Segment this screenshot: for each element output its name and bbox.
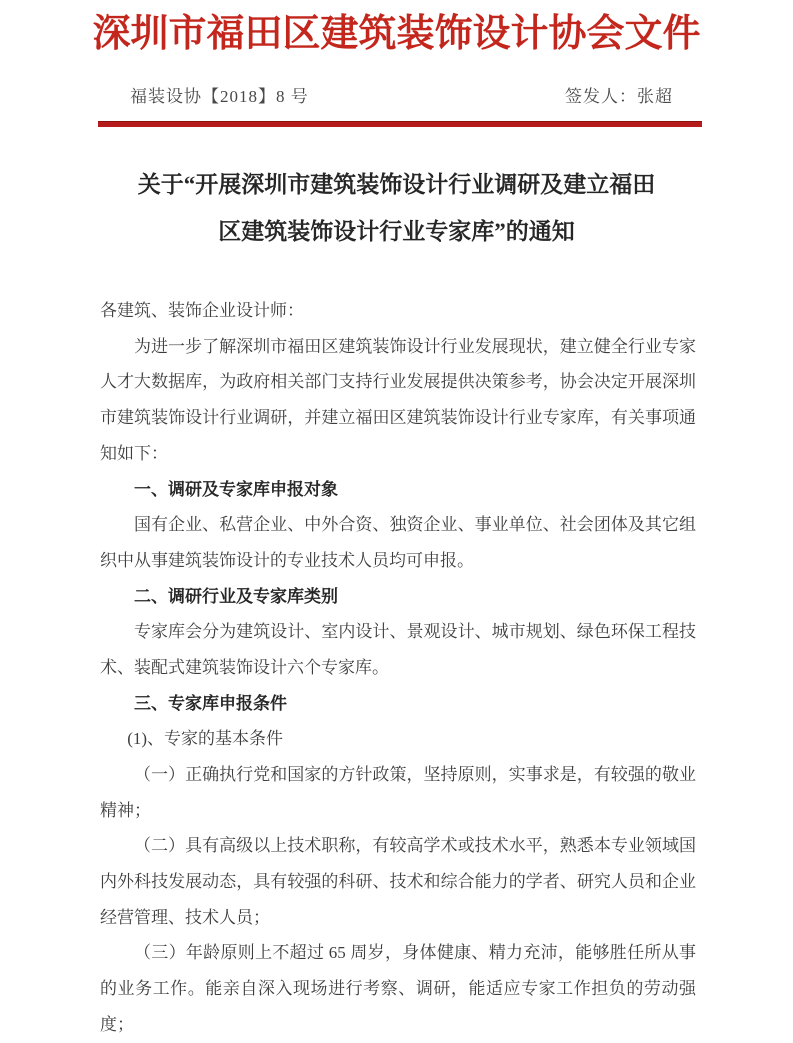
doc-meta-row xyxy=(130,82,673,107)
paragraph-section-1: 国有企业、私营企业、中外合资、独资企业、事业单位、社会团体及其它组织中从事建筑装饰设计的专业技术人员均可申报。 xyxy=(100,515,696,570)
condition-item-2: （二）具有高级以上技术职称，有较高学术或技术水平，熟悉本专业领域国内外科技发展动态，具有较强的科研、技术和综合能力的学者、研究人员和企业经营管理、技术人员； xyxy=(100,836,696,927)
issuer-name: 签发人：张超 xyxy=(565,86,673,106)
paragraph-section-2: 专家库会分为建筑设计、室内设计、景观设计、城市规划、绿色环保工程技术、装配式建筑装饰设计六个专家库。 xyxy=(100,622,696,677)
condition-item-3: （三）年龄原则上不超过 65 周岁，身体健康、精力充沛，能够胜任所从事的业务工作。能亲自深入现场进行考察、调研，能适应专家工作担负的劳动强度； xyxy=(100,943,696,1034)
section-heading-1: 一、调研及专家库申报对象 xyxy=(134,479,338,499)
section-heading-2: 二、调研行业及专家库类别 xyxy=(134,586,338,606)
document-body xyxy=(100,293,696,1042)
document-title-line2: 区建筑装饰设计行业专家库”的通知 xyxy=(218,218,575,244)
salutation: 各建筑、装饰企业设计师： xyxy=(100,301,304,321)
document-title-line1: 关于“开展深圳市建筑装饰设计行业调研及建立福田 xyxy=(137,171,656,197)
section-heading-3: 三、专家库申报条件 xyxy=(134,693,287,713)
official-document-page xyxy=(0,13,793,1034)
condition-item-1: （一）正确执行党和国家的方针政策，坚持原则，实事求是，有较强的敬业精神； xyxy=(100,765,696,820)
org-header-title: 深圳市福田区建筑装饰设计协会文件 xyxy=(92,13,701,55)
red-divider-rule xyxy=(98,121,702,127)
document-title xyxy=(90,161,703,255)
paragraph-intro: 为进一步了解深圳市福田区建筑装饰设计行业发展现状，建立健全行业专家人才大数据库，为政府相关部门支持行业发展提供决策参考，协会决定开展深圳市建筑装饰设计行业调研，并建立福田区建筑装饰设计行业专家库，有关事项通知如下： xyxy=(100,336,696,463)
subsection-heading-basic-conditions: (1)、专家的基本条件 xyxy=(127,729,284,749)
doc-number: 福装设协【2018】8 号 xyxy=(130,86,309,106)
